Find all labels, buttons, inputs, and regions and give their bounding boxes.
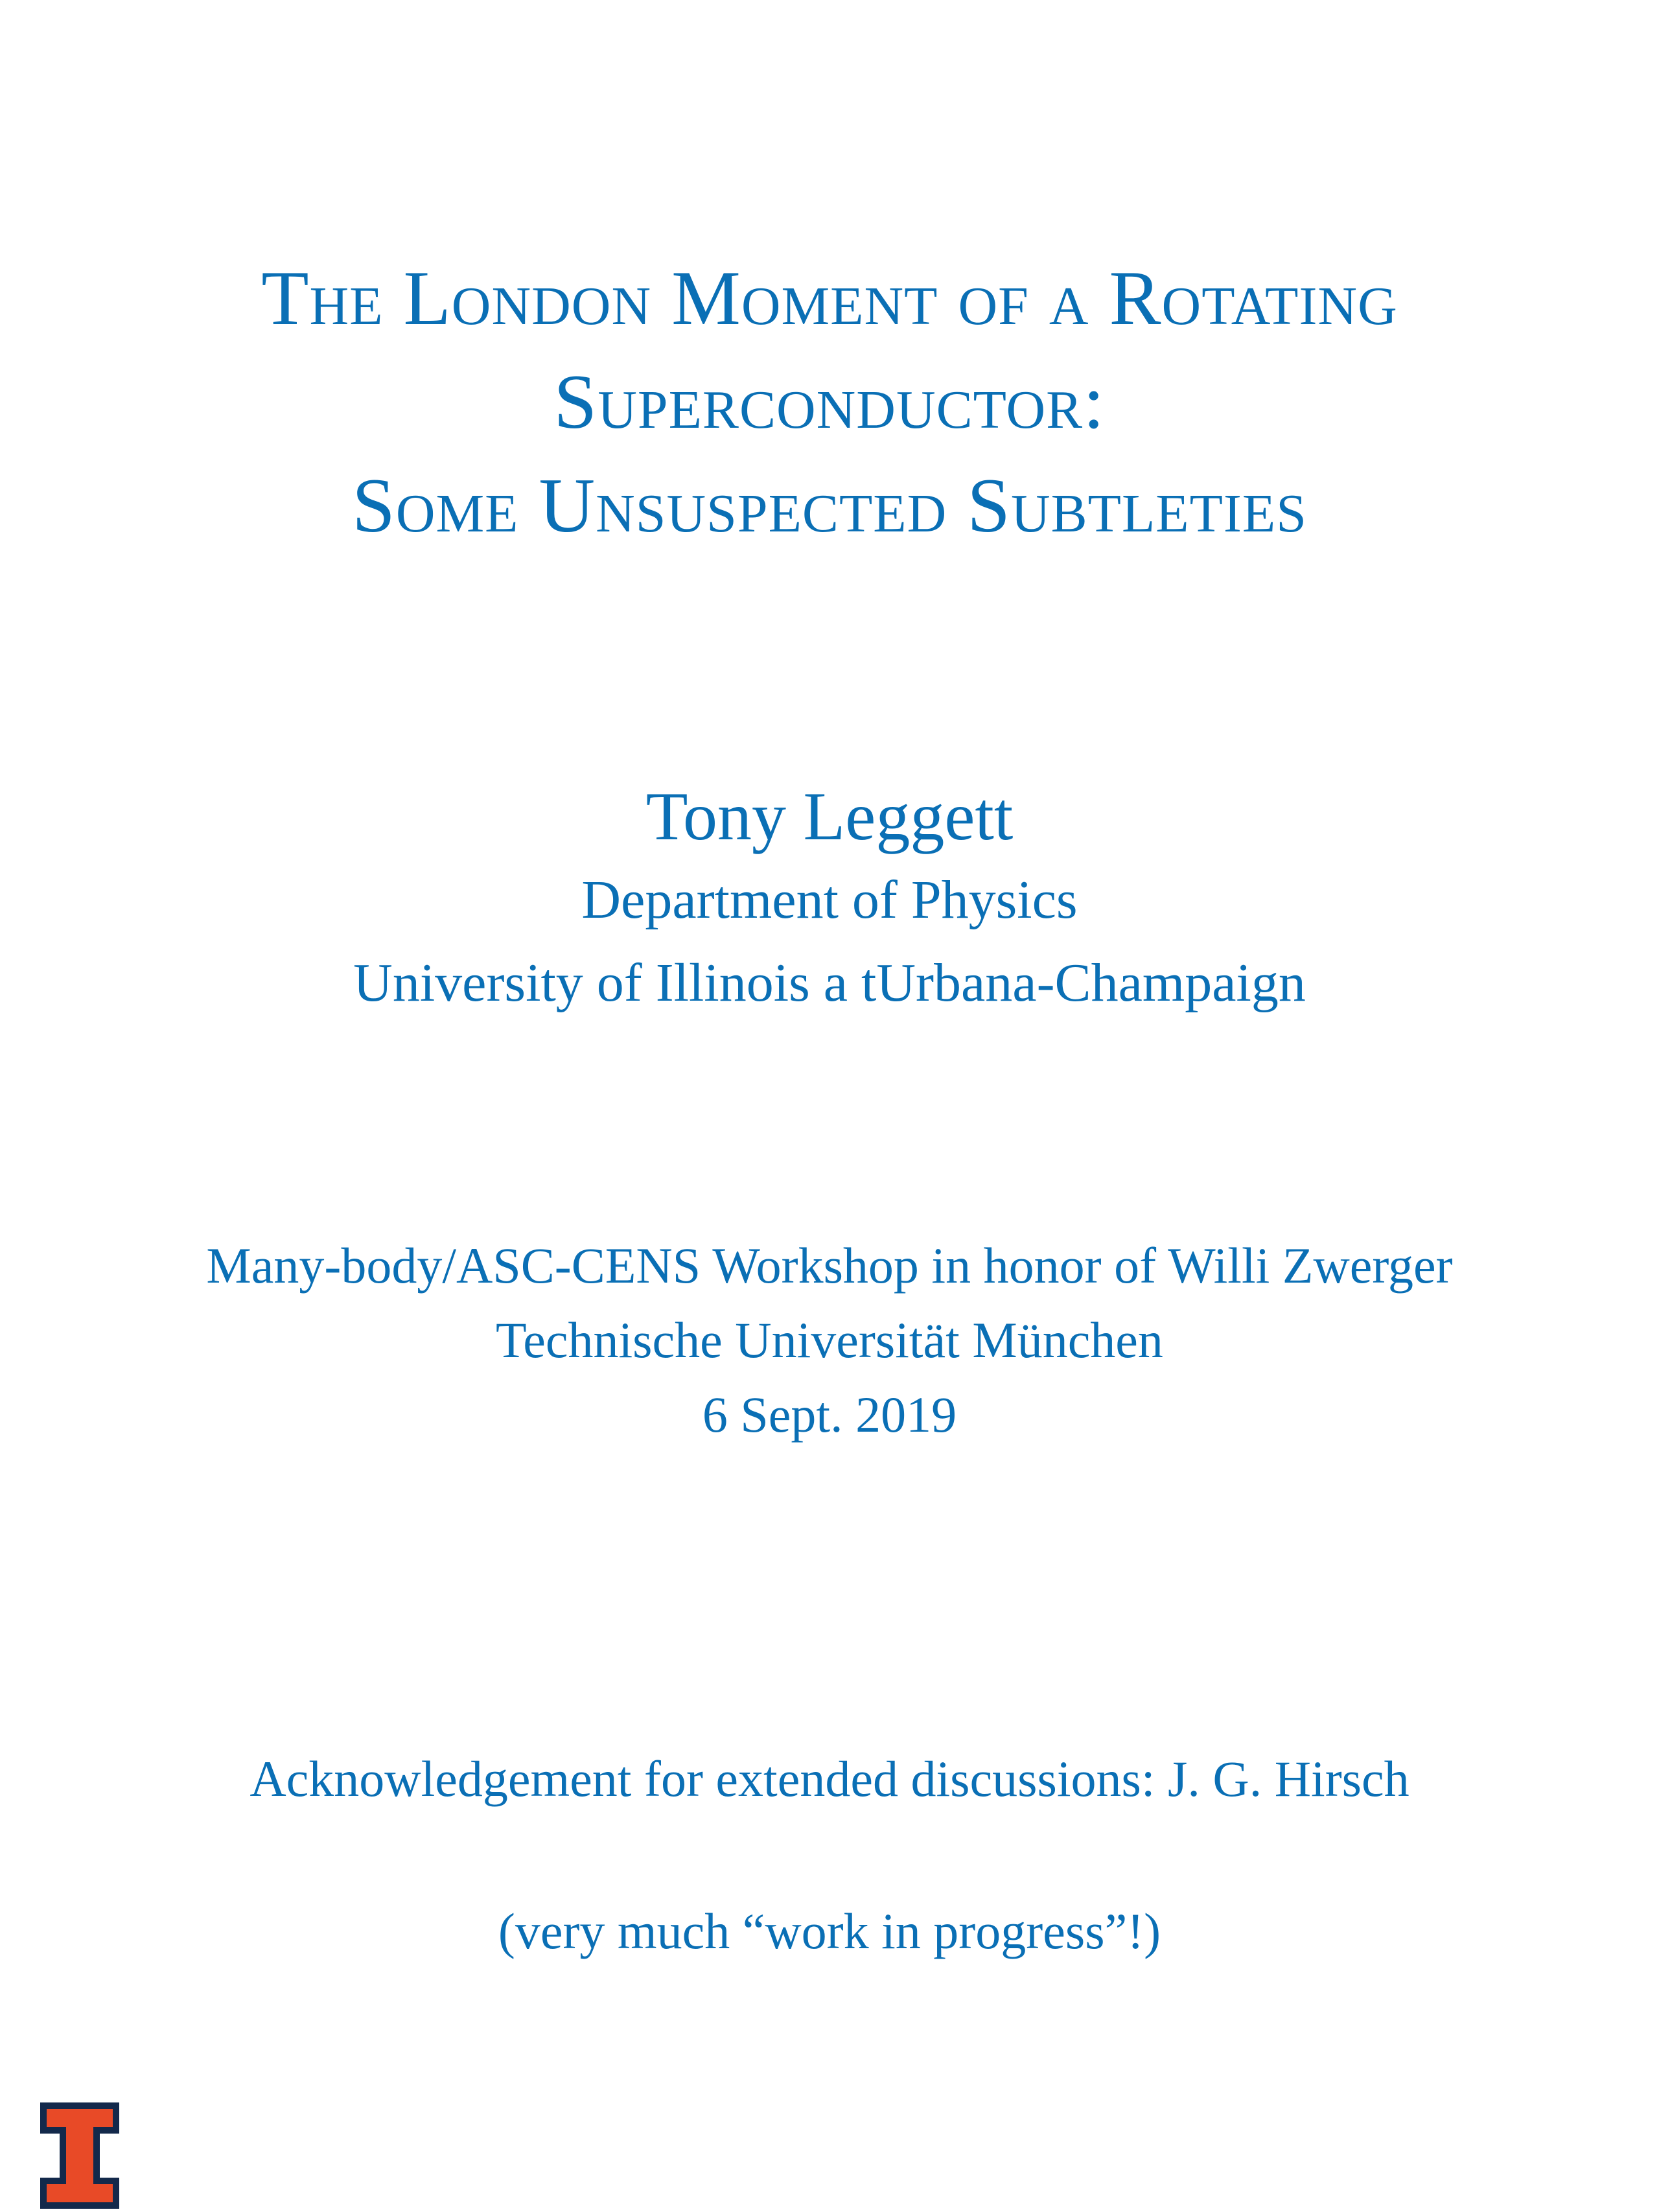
block-i-fill — [47, 2109, 113, 2202]
event-block — [0, 1228, 1659, 1452]
title-line-3: Some Unsuspected Subtleties — [352, 462, 1307, 548]
author-university: University of Illinois a tUrbana-Champaign — [353, 953, 1306, 1013]
slide-title — [0, 246, 1659, 557]
event-workshop: Many-body/ASC-CENS Workshop in honor of Willi Zwerger — [206, 1237, 1453, 1294]
progress-note: (very much “work in progress”!) — [498, 1903, 1161, 1959]
acknowledgement: Acknowledgement for extended discussions: J. G. Hirsch — [249, 1751, 1410, 1807]
title-line-2: Superconductor: — [553, 358, 1106, 445]
author-department: Department of Physics — [581, 870, 1078, 930]
event-venue: Technische Universität München — [496, 1312, 1163, 1368]
block-i-logo-icon — [38, 2100, 122, 2211]
event-date: 6 Sept. 2019 — [702, 1386, 957, 1443]
author-block — [0, 774, 1659, 1025]
title-line-1: The London Moment of a Rotating — [261, 255, 1398, 341]
author-name: Tony Leggett — [645, 778, 1014, 854]
